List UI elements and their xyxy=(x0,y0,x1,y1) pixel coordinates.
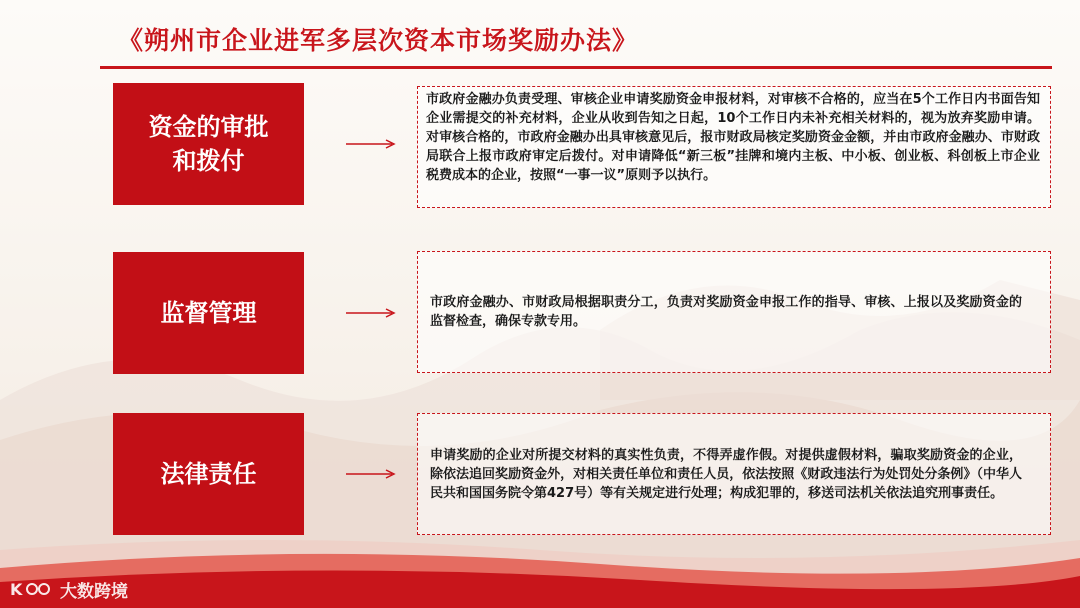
section-label-supervision xyxy=(113,252,304,374)
footer-wave-decoration xyxy=(0,520,1080,608)
page-title: 《朔州市企业进军多层次资本市场奖励办法》 xyxy=(118,26,639,55)
logo-icon xyxy=(10,578,54,600)
section-label-approval xyxy=(113,83,304,205)
section-label-liability xyxy=(113,413,304,535)
arrow-right-icon xyxy=(346,138,398,150)
section-label-text: 法律责任 xyxy=(160,460,257,488)
section-label-text: 资金的审批和拨付 xyxy=(148,113,269,175)
svg-text:K: K xyxy=(10,580,23,599)
section-content-supervision: 市政府金融办、市财政局根据职责分工，负责对奖励资金申报工作的指导、审核、上报以及奖励资金的监督检查，确保专款专用。 xyxy=(417,251,1051,373)
arrow-right-icon xyxy=(346,307,398,319)
title-divider xyxy=(100,66,1052,69)
section-content-liability: 申请奖励的企业对所提交材料的真实性负责，不得弄虚作假。对提供虚假材料，骗取奖励资金的企业，除依法追回奖励资金外，对相关责任单位和责任人员，依法按照《财政违法行为处罚处分条例》（中华人民共和国国务院令第427号）等有关规定进行处理；构成犯罪的，移送司法机关依法追究刑事责任。 xyxy=(417,413,1051,535)
section-content-approval: 市政府金融办负责受理、审核企业申请奖励资金申报材料，对审核不合格的，应当在5个工作日内书面告知企业需提交的补充材料，企业从收到告知之日起，10个工作日内未补充相关材料的，视为放弃奖励申请。对审核合格的，市政府金融办出具审核意见后，报市财政局核定奖励资金金额，并由市政府金融办、市财政局联合上报市政府审定后拨付。对申请降低“新三板”挂牌和境内主板、中小板、创业板、科创板上市企业税费成本的企业，按照“一事一议”原则予以执行。 xyxy=(417,86,1051,208)
watermark-text: 大数跨境 xyxy=(60,581,128,602)
section-label-text: 监督管理 xyxy=(160,299,257,327)
arrow-right-icon xyxy=(346,468,398,480)
watermark xyxy=(10,575,128,603)
